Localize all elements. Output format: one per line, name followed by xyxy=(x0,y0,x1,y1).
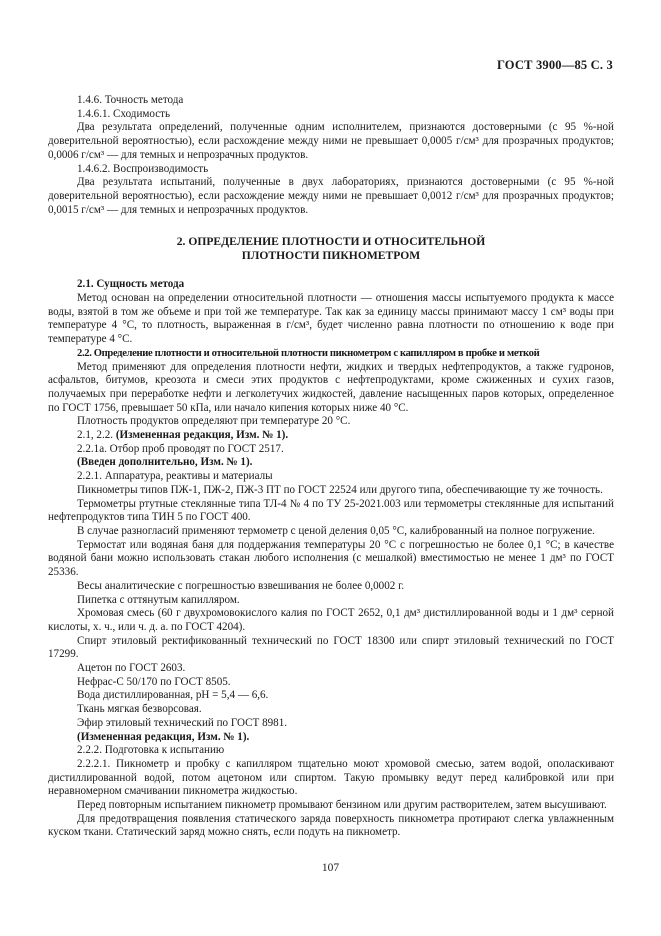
paragraph: Вода дистиллированная, pH = 5,4 — 6,6. xyxy=(77,689,269,702)
paragraph: Для предотвращения появления статического заряда поверхность пикнометра протирают слегка увлажненным куском ткани. Статический заряд можно снять, если подуть на пикнометр. xyxy=(48,812,614,839)
page-header: ГОСТ 3900—85 С. 3 xyxy=(496,58,613,72)
page-number: 107 xyxy=(321,862,340,874)
paragraph: Пипетка с оттянутым капилляром. xyxy=(77,593,240,606)
paragraph: Два результата испытаний, полученные в двух лабораториях, признаются достоверными (с 95 %-ной доверительной вероятностью), если расхождение между ними не превышает 0,0012 г/см³ для прозрачных продуктов; 0,0015 г/см³ — для темных и непрозрачных продуктов. xyxy=(48,176,614,216)
paragraph: Термометры ртутные стеклянные типа ТЛ-4 № 4 по ТУ 25-2021.003 или термометры стеклянные для испытаний нефтепродуктов типа ТИН 5 по ГОСТ 400. xyxy=(48,497,614,524)
section-heading: 2. ОПРЕДЕЛЕНИЕ ПЛОТНОСТИ И ОТНОСИТЕЛЬНОЙ xyxy=(176,235,486,249)
paragraph: Два результата определений, полученные одним исполнителем, признаются достоверными (с 95 %-ной доверительной вероятностью), если расхождение между ними не превышает 0,0005 г/см³ для прозрачных продуктов; 0,0006 г/см³ — для темных и непрозрачных продуктов. xyxy=(48,121,614,161)
paragraph: Нефрас-С 50/170 по ГОСТ 8505. xyxy=(77,675,231,688)
paragraph: 2.2.1а. Отбор проб проводят по ГОСТ 2517. xyxy=(77,442,284,455)
paragraph: Спирт этиловый ректификованный технический по ГОСТ 18300 или спирт этиловый технический по ГОСТ 17299. xyxy=(48,634,614,661)
paragraph: Весы аналитические с погрешностью взвешивания не более 0,0002 г. xyxy=(77,579,405,592)
section-heading: ПЛОТНОСТИ ПИКНОМЕТРОМ xyxy=(241,249,421,263)
amendment-note: (Измененная редакция, Изм. № 1). xyxy=(115,429,289,442)
paragraph: 2.2. Определение плотности и относительной плотности пикнометром с капилляром в пробке и меткой xyxy=(77,347,540,359)
paragraph: 2.2.2.1. Пикнометр и пробку с капилляром тщательно моют хромовой смесью, затем водой, ополаскивают дистиллированной водой, потом ацетоном или спиртом. Такую промывку ведут перед калибровкой или при неравномерном смачивании пикнометра жидкостью. xyxy=(48,757,614,798)
paragraph: 2.2.2. Подготовка к испытанию xyxy=(77,744,225,757)
paragraph: Хромовая смесь (60 г двухромовокислого калия по ГОСТ 2652, 0,1 дм³ дистиллированной воды и 1 дм³ серной кислоты, х. ч., или ч. д. а. по ГОСТ 4204). xyxy=(48,607,614,633)
paragraph: В случае разногласий применяют термометр с ценой деления 0,05 °С, калиброванный на полное погружение. xyxy=(77,524,595,537)
paragraph: Ткань мягкая безворсовая. xyxy=(77,703,202,716)
paragraph: 2.2.1. Аппаратура, реактивы и материалы xyxy=(77,470,273,483)
paragraph: Ацетон по ГОСТ 2603. xyxy=(77,662,186,675)
paragraph: (Введен дополнительно, Изм. № 1). xyxy=(77,456,253,469)
paragraph: 1.4.6.2. Воспроизводимость xyxy=(77,162,209,175)
paragraph: Плотность продуктов определяют при температуре 20 °С. xyxy=(77,415,351,428)
paragraph: (Измененная редакция, Изм. № 1). xyxy=(77,730,250,743)
paragraph: Перед повторным испытанием пикнометр промывают бензином или другим растворителем, затем высушивают. xyxy=(77,799,607,812)
paragraph: Эфир этиловый технический по ГОСТ 8981. xyxy=(77,716,288,729)
paragraph: 2.1. Сущность метода xyxy=(77,278,185,291)
paragraph: Метод применяют для определения плотности нефти, жидких и твердых нефтепродуктов, а также гудронов, асфальтов, битумов, креозота и смеси этих продуктов с нефтепродуктами, кроме сжиженных и сухих газов, получаемых при переработке нефти и легколетучих жидкостей, давление насыщенных паров которых, определенное по ГОСТ 1756, превышает 50 кПа, или начало кипения которых ниже 40 °С. xyxy=(48,360,614,414)
paragraph: Термостат или водяная баня для поддержания температуры 20 °С с погрешностью не более 0,1 °С; в качестве водяной бани можно использовать стакан любого исполнения (с мешалкой) вместимостью не менее 1 дм³ по ГОСТ 25336. xyxy=(48,538,614,579)
paragraph: Пикнометры типов ПЖ-1, ПЖ-2, ПЖ-3 ПТ по ГОСТ 22524 или другого типа, обеспечивающие ту же точность. xyxy=(77,483,603,496)
paragraph: 1.4.6. Точность метода xyxy=(77,94,184,106)
paragraph: Метод основан на определении относительной плотности — отношения массы испытуемого продукта к массе воды, взятой в том же объеме и при той же температуре. Так как за единицу массы принимают массу 1 см³ воды при температуре 4 °С, то плотность, выраженная в г/см³, будет численно равна плотности по отношению к воде при температуре 4 °С. xyxy=(48,292,614,346)
paragraph: 2.1, 2.2. (Измененная редакция, Изм. № 1). xyxy=(77,429,289,442)
paragraph: 1.4.6.1. Сходимость xyxy=(77,107,171,120)
document-body xyxy=(48,94,614,840)
